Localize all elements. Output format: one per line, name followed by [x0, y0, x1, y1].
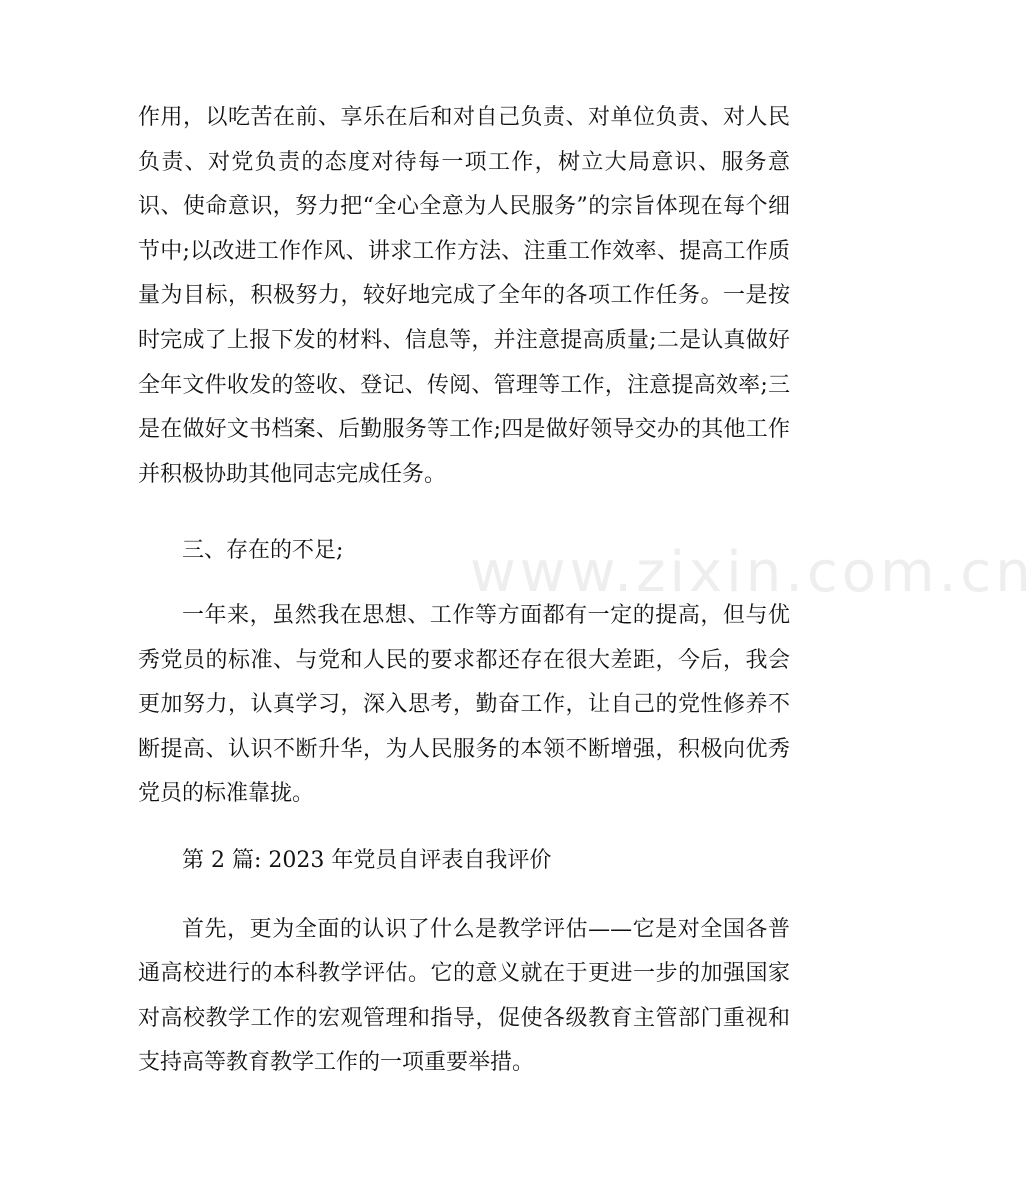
article-heading: 第 2 篇: 2023 年党员自评表自我评价: [182, 847, 552, 873]
paragraph-work-summary: 作用，以吃苦在前、享乐在后和对自己负责、对单位负责、对人民负责、对党负责的态度对待每一项工作，树立大局意识、服务意识、使命意识，努力把“全心全意为人民服务”的宗旨体现在每个细节中;以改进工作作风、讲求工作方法、注重工作效率、提高工作质量为目标，积极努力，较好地完成了全年的各项工作任务。一是按时完成了上报下发的材料、信息等，并注意提高质量;二是认真做好全年文件收发的签收、登记、传阅、管理等工作，注意提高效率;三是在做好文书档案、后勤服务等工作;四是做好领导交办的其他工作并积极协助其他同志完成任务。: [138, 105, 790, 487]
paragraph-shortcomings: 一年来，虽然我在思想、工作等方面都有一定的提高，但与优秀党员的标准、与党和人民的要求都还存在很大差距，今后，我会更加努力，认真学习，深入思考，勤奋工作，让自己的党性修养不断提高、认识不断升华，为人民服务的本领不断增强，积极向优秀党员的标准靠拢。: [138, 602, 790, 807]
paragraph-evaluation: 首先，更为全面的认识了什么是教学评估——它是对全国各普通高校进行的本科教学评估。它的意义就在于更进一步的加强国家对高校教学工作的宏观管理和指导，促使各级教育主管部门重视和支持高等教育教学工作的一项重要举措。: [138, 916, 790, 1076]
section-heading-shortcomings: 三、存在的不足;: [182, 538, 344, 564]
watermark: www.zixin.com.cn: [470, 540, 1035, 605]
document-body: [138, 96, 790, 1086]
